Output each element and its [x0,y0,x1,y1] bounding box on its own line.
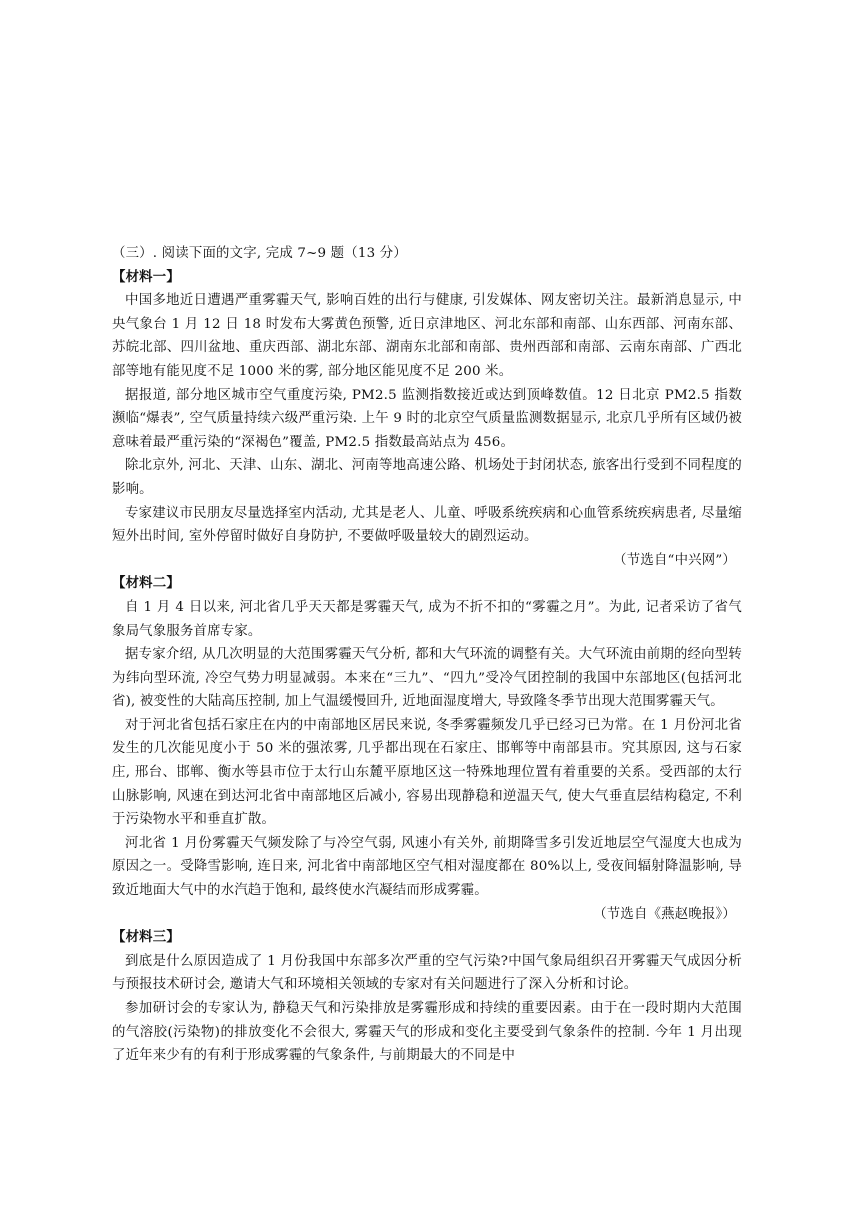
paragraph: 河北省 1 月份雾霾天气频发除了与冷空气弱, 风速小有关外, 前期降雪多引发近地层空气湿度大也成为原因之一。受降雪影响, 连日来, 河北省中南部地区空气相对湿度都在 80%以上, 受夜间辐射降温影响, 导致近地面大气中的水汽趋于饱和, 最终使水汽凝结而形成雾霾。 [112,835,742,899]
source-citation: （节选自“中兴网”） [613,552,736,568]
reading-passage [112,242,742,1068]
paragraph: 中国多地近日遭遇严重雾霾天气, 影响百姓的出行与健康, 引发媒体、网友密切关注。最新消息显示, 中央气象台 1 月 12 日 18 时发布大雾黄色预警, 近日京津地区、河北东部和南部、山东西部、河南东部、苏皖北部、四川盆地、重庆西部、湖北东部、湖南东北部和南部、贵州西部和南部、云南东南部、广西北部等地有能见度不足 1000 米的雾, 部分地区能见度不足 200 米。 [112,293,742,379]
paragraph: 对于河北省包括石家庄在内的中南部地区居民来说, 冬季雾霾频发几乎已经习已为常。在 1 月份河北省发生的几次能见度小于 50 米的强浓雾, 几乎都出现在石家庄、邯郸等中南部县市。究其原因, 这与石家庄, 邢台、邯郸、衡水等县市位于太行山东麓平原地区这一特殊地理位置有着重要的关系。受西部的太行山脉影响, 风速在到达河北省中南部地区后减小, 容易出现静稳和逆温天气, 使大气垂直层结构稳定, 不利于污染物水平和垂直扩散。 [112,717,742,828]
material-two [112,572,742,926]
material-title: 【材料二】 [112,575,180,592]
material-three [112,926,742,1068]
paragraph: 据专家介绍, 从几次明显的大范围雾霾天气分析, 都和大气环流的调整有关。大气环流由前期的经向型转为纬向型环流, 冷空气势力明显减弱。本来在“三九”、“四九”受冷气团控制的我国中东部地区(包括河北省), 被变性的大陆高压控制, 加上气温缓慢回升, 近地面湿度增大, 导致隆冬季节出现大范围雾霾天气。 [112,647,742,710]
material-one [112,266,742,573]
material-title: 【材料三】 [112,929,180,946]
paragraph: 自 1 月 4 日以来, 河北省几乎天天都是雾霾天气, 成为不折不扣的“雾霾之月”。为此, 记者采访了省气象局气象服务首席专家。 [112,599,742,639]
paragraph: 专家建议市民朋友尽量选择室内活动, 尤其是老人、儿童、呼吸系统疾病和心血管系统疾病患者, 尽量缩短外出时间, 室外停留时做好自身防护, 不要做呼吸量较大的剧烈运动。 [112,505,742,545]
paragraph: 据报道, 部分地区城市空气重度污染, PM2.5 监测指数接近或达到顶峰数值。12 日北京 PM2.5 指数濒临“爆表”, 空气质量持续六级严重污染. 上午 9 时的北京空气质量监测数据显示, 北京几乎所有区域仍被意味着最严重污染的“深褐色”覆盖, PM2.5 指数最高站点为 456。 [112,387,742,450]
source-citation: （节选自《燕赵晚报》） [593,906,736,922]
paragraph: 除北京外, 河北、天津、山东、湖北、河南等地高速公路、机场处于封闭状态, 旅客出行受到不同程度的影响。 [112,458,742,497]
paragraph: 参加研讨会的专家认为, 静稳天气和污染排放是雾霾形成和持续的重要因素。由于在一段时期内大范围的气溶胶(污染物)的排放变化不会很大, 雾霾天气的形成和变化主要受到气象条件的控制. 今年 1 月出现了近年来少有的有利于形成雾霾的气象条件, 与前期最大的不同是中 [112,1001,742,1064]
section-heading: （三）. 阅读下面的文字, 完成 7~9 题（13 分） [112,246,407,261]
material-title: 【材料一】 [112,268,180,285]
paragraph: 到底是什么原因造成了 1 月份我国中东部多次严重的空气污染?中国气象局组织召开雾霾天气成因分析与预报技术研讨会, 邀请大气和环境相关领域的专家对有关问题进行了深入分析和讨论。 [112,953,742,993]
